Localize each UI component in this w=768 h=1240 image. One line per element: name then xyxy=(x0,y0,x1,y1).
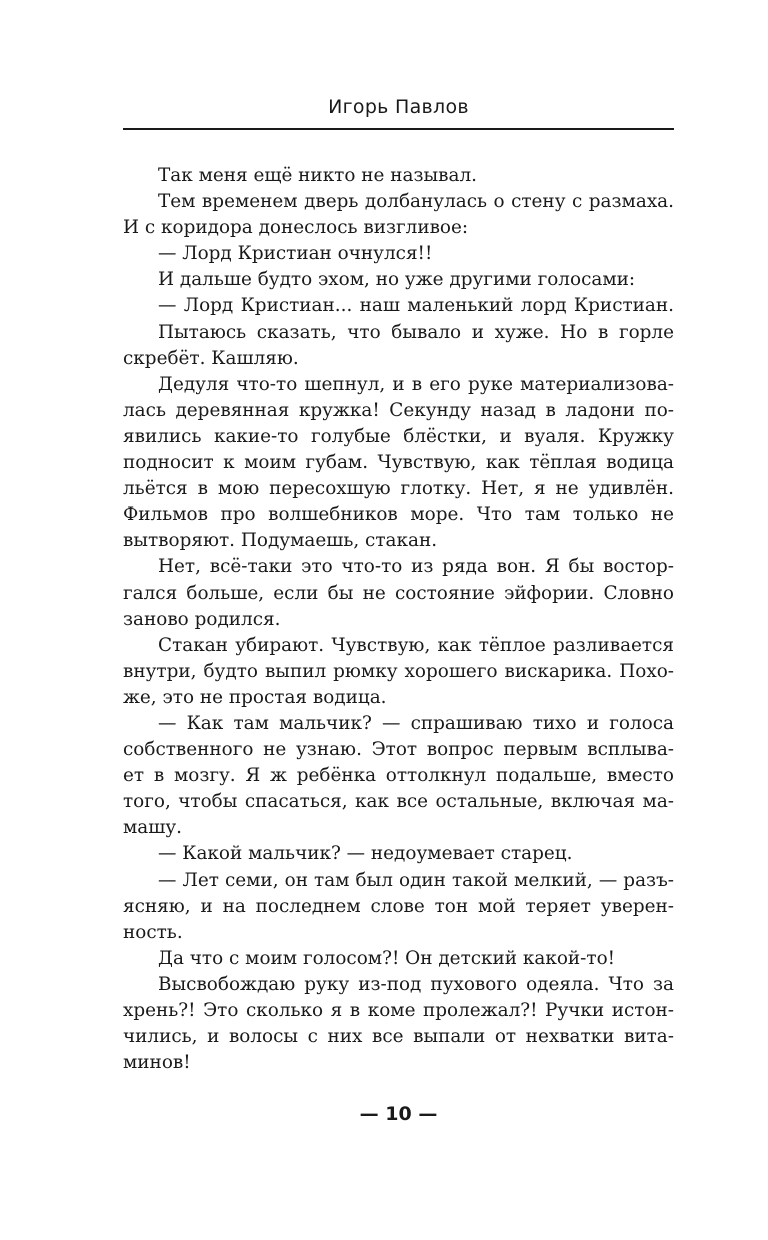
header-rule xyxy=(123,128,674,130)
text-line: же, это не простая водица. xyxy=(123,686,387,708)
text-line: ет в мозгу. Я ж ребёнка оттолкнул подальше, вместо xyxy=(123,765,674,787)
text-line: гался больше, если бы не состояние эйфории. Словно xyxy=(123,582,674,604)
text-line: Высвобождаю руку из-под пухового одеяла. Что за xyxy=(158,973,674,995)
text-line: Фильмов про волшебников море. Что там только не xyxy=(123,504,674,526)
text-line: внутри, будто выпил рюмку хорошего вискарика. Похо- xyxy=(123,660,674,682)
text-line: того, чтобы спасаться, как все остальные, включая ма- xyxy=(123,791,674,813)
text-line: явились какие-то голубые блёстки, и вуаля. Кружку xyxy=(123,425,674,447)
text-line: лась деревянная кружка! Секунду назад в ладони по- xyxy=(123,399,674,421)
text-line: подносит к моим губам. Чувствую, как тёплая водица xyxy=(123,452,674,474)
text-line: минов! xyxy=(123,1052,191,1074)
text-line: Так меня ещё никто не называл. xyxy=(158,165,477,186)
text-line: скребёт. Кашляю. xyxy=(123,347,299,369)
text-line: Стакан убирают. Чувствую, как тёплое разливается xyxy=(158,634,674,656)
text-line: И дальше будто эхом, но уже другими голосами: xyxy=(158,269,636,291)
text-line: — Лет семи, он там был один такой мелкий, — разъ- xyxy=(158,869,674,891)
text-line: Тем временем дверь долбанулась о стену с размаха. xyxy=(158,191,674,213)
text-line: чились, и волосы с них все выпали от нехватки вита- xyxy=(123,1026,674,1048)
text-line: Да что с моим голосом?! Он детский какой-то! xyxy=(158,947,616,969)
text-line: собственного не узнаю. Этот вопрос первым всплыва- xyxy=(123,739,674,761)
body-text xyxy=(123,163,674,1076)
text-line: Дедуля что-то шепнул, и в его руке материализова- xyxy=(158,373,674,395)
running-header-author: Игорь Павлов xyxy=(328,96,469,118)
text-line: И с коридора донеслось визгливое: xyxy=(123,217,469,239)
text-line: заново родился. xyxy=(123,608,281,630)
page-number: — 10 — xyxy=(359,1103,438,1125)
text-line: — Какой мальчик? — недоумевает старец. xyxy=(158,843,573,865)
text-line: ясняю, и на последнем слове тон мой теряет уверен- xyxy=(123,895,674,917)
text-line: машу. xyxy=(123,817,183,839)
text-line: Нет, всё-таки это что-то из ряда вон. Я бы востор- xyxy=(158,556,674,578)
text-line: ность. xyxy=(123,921,183,943)
text-line: — Лорд Кристиан очнулся!! xyxy=(158,243,433,265)
text-line: — Лорд Кристиан... наш маленький лорд Кристиан. xyxy=(158,295,674,317)
text-line: Пытаюсь сказать, что бывало и хуже. Но в горле xyxy=(158,321,674,343)
text-line: льётся в мою пересохшую глотку. Нет, я не удивлён. xyxy=(123,478,674,500)
text-line: — Как там мальчик? — спрашиваю тихо и голоса xyxy=(158,712,674,734)
text-line: хрень?! Это сколько я в коме пролежал?! Ручки истон- xyxy=(123,1000,674,1021)
text-line: вытворяют. Подумаешь, стакан. xyxy=(123,530,438,552)
